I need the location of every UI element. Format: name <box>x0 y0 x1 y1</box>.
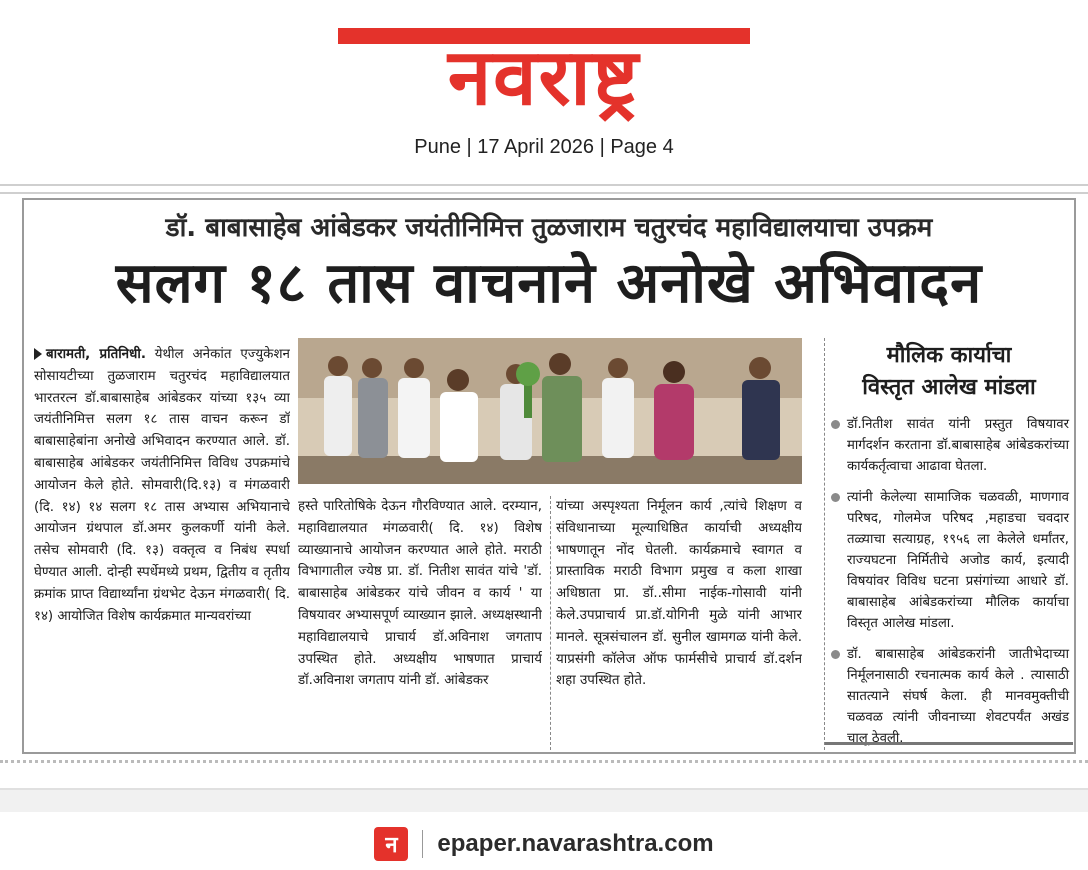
article-column-3: यांच्या अस्पृश्यता निर्मूलन कार्य ,त्यांचे शिक्षण व संविधानाच्या मूल्याधिष्ठित कार्याची अध्यक्षीय भाषणातून नोंद घेतली. कार्यक्रमाचे स्वागत व प्रास्ताविक मराठी विभाग प्रमुख व कला शाखा अधिष्ठाता प्रा. डॉ..सीमा नाईक-गोसावी यांनी केले.उपप्राचार्य प्रा.डॉ.योगिनी मुळे यांनी आभार मानले. सूत्रसंचालन डॉ. सुनील खामगळ यांनी केले. याप्रसंगी कॉलेज ऑफ फार्मसीचे प्राचार्य डॉ.दर्शन शहा उपस्थित होते. <box>556 499 802 689</box>
bullet-icon <box>831 650 840 659</box>
footer <box>0 822 1088 866</box>
sidebar-point-text: त्यांनी केलेल्या सामाजिक चळवळी, माणगाव परिषद, गोलमेज परिषद ,महाडचा चवदार तळ्याचा सत्याग्रह, १९५६ ला केलेले धर्मांतर, राज्यघटना निर्मितीचे अजोड कार्य, इत्यादी विषयांवर विविध घटना प्रसंगांच्या आधारे डॉ. बाबासाहेब आंबेडकरांच्या मौलिक कार्याचा विस्तृत आलेख मांडला. <box>847 490 1069 631</box>
bullet-icon <box>831 420 840 429</box>
sidebar-title <box>825 340 1073 404</box>
event-photo <box>298 338 802 484</box>
sidebar-points <box>829 414 1069 759</box>
sidebar-point-text: डॉ. बाबासाहेब आंबेडकरांनी जातीभेदाच्या निर्मूलनासाठी रचनात्मक कार्य केले . त्यासाठी सातत्याने संघर्ष केला. ही मानवमुक्तीची चळवळ त्यांनी जीवनाच्या शेवटपर्यंत अखंड चालू ठेवली. <box>847 647 1069 746</box>
navarashtra-logo[interactable] <box>338 18 750 128</box>
edition-dateline: Pune | 17 April 2026 | Page 4 <box>414 136 674 158</box>
footer-band <box>0 788 1088 812</box>
article-column-1 <box>34 344 290 752</box>
sidebar-title-line-1: मौलिक कार्याचा <box>886 343 1012 368</box>
footer-separator <box>422 830 423 858</box>
bullet-icon <box>831 493 840 502</box>
navarashtra-logo-icon[interactable]: न <box>374 827 408 861</box>
header-rule <box>0 184 1088 194</box>
sidebar-bottom-rule <box>825 742 1073 746</box>
masthead <box>0 0 1088 185</box>
sidebar-box <box>824 338 1072 750</box>
sidebar-title-line-2: विस्तृत आलेख मांडला <box>862 375 1036 400</box>
sidebar-point <box>829 487 1069 634</box>
column-divider <box>550 496 551 750</box>
logo-wordmark: नवराष्ट्र <box>447 33 641 123</box>
sidebar-point-text: डॉ.नितीश सावंत यांनी प्रस्तुत विषयावर मार्गदर्शन करताना डॉ.बाबासाहेब आंबेडकरांच्या कार्यकर्तृत्वाचा आढावा घेतला. <box>847 417 1069 474</box>
article-kicker: डॉ. बाबासाहेब आंबेडकर जयंतीनिमित्त तुळजाराम चतुरचंद महाविद्यालयाचा उपक्रम <box>165 213 933 243</box>
arrow-right-icon <box>34 348 42 360</box>
epaper-url-link[interactable]: epaper.navarashtra.com <box>437 830 714 857</box>
column-1-text: येथील अनेकांत एज्युकेशन सोसायटीच्या तुळजाराम चतुरचंद महाविद्यालयात भारतरत्न डॉ.बाबासाहेब आंबेडकर यांच्या १३५ व्या जयंतीनिमित्त सलग १८ तास वाचन करून डॉ बाबासाहेबांना अनोखे अभिवादन करण्यात आले. डॉ. बाबासाहेब आंबेडकर जयंतीनिमित्त विविध उपक्रमांचे आयोजन केले होते. सोमवारी(दि.१३) व मंगळवारी (दि. १४) १४ सलग १८ तास अभ्यास अभियानाचे आयोजन ग्रंथपाल डॉ.अमर कुलकर्णी यांनी केले. तसेच सोमवारी (दि. १३) वक्तृत्व व निबंध स्पर्धा घेण्यात आली. दोन्ही स्पर्धेमध्ये प्रथम, द्वितीय व तृतीय क्रमांक प्राप्त विद्यार्थ्यांना ग्रंथभेट देऊन मंगळवारी( दि. १४) आयोजित विशेष कार्यक्रमात मान्यवरांच्या <box>34 347 290 624</box>
article-column-2: हस्ते पारितोषिके देऊन गौरविण्यात आले. दरम्यान, महाविद्यालयात मंगळवारी( दि. १४) विशेष व्याख्यानाचे आयोजन करण्यात आले होते. मराठी विभागातील ज्येष्ठ प्रा. डॉ. नितीश सावंत यांचे 'डॉ. बाबासाहेब आंबेडकर यांचे जीवन व कार्य ' या विषयावर अभ्यासपूर्ण व्याख्यान झाले. अध्यक्षस्थानी महाविद्यालयाचे प्राचार्य डॉ.अविनाश जगताप उपस्थित होते. अध्यक्षीय भाषणात प्राचार्य डॉ.अविनाश जगताप यांनी डॉ. आंबेडकर <box>298 499 542 689</box>
article-dateline: बारामती, प्रतिनिधी. <box>46 347 146 362</box>
sidebar-point <box>829 414 1069 477</box>
sidebar-point <box>829 644 1069 749</box>
clipping-tear-line <box>0 760 1088 764</box>
article-clipping <box>22 198 1076 754</box>
article-headline: सलग १८ तास वाचनाने अनोखे अभिवादन <box>115 251 983 316</box>
event-photo-illustration <box>298 338 802 484</box>
